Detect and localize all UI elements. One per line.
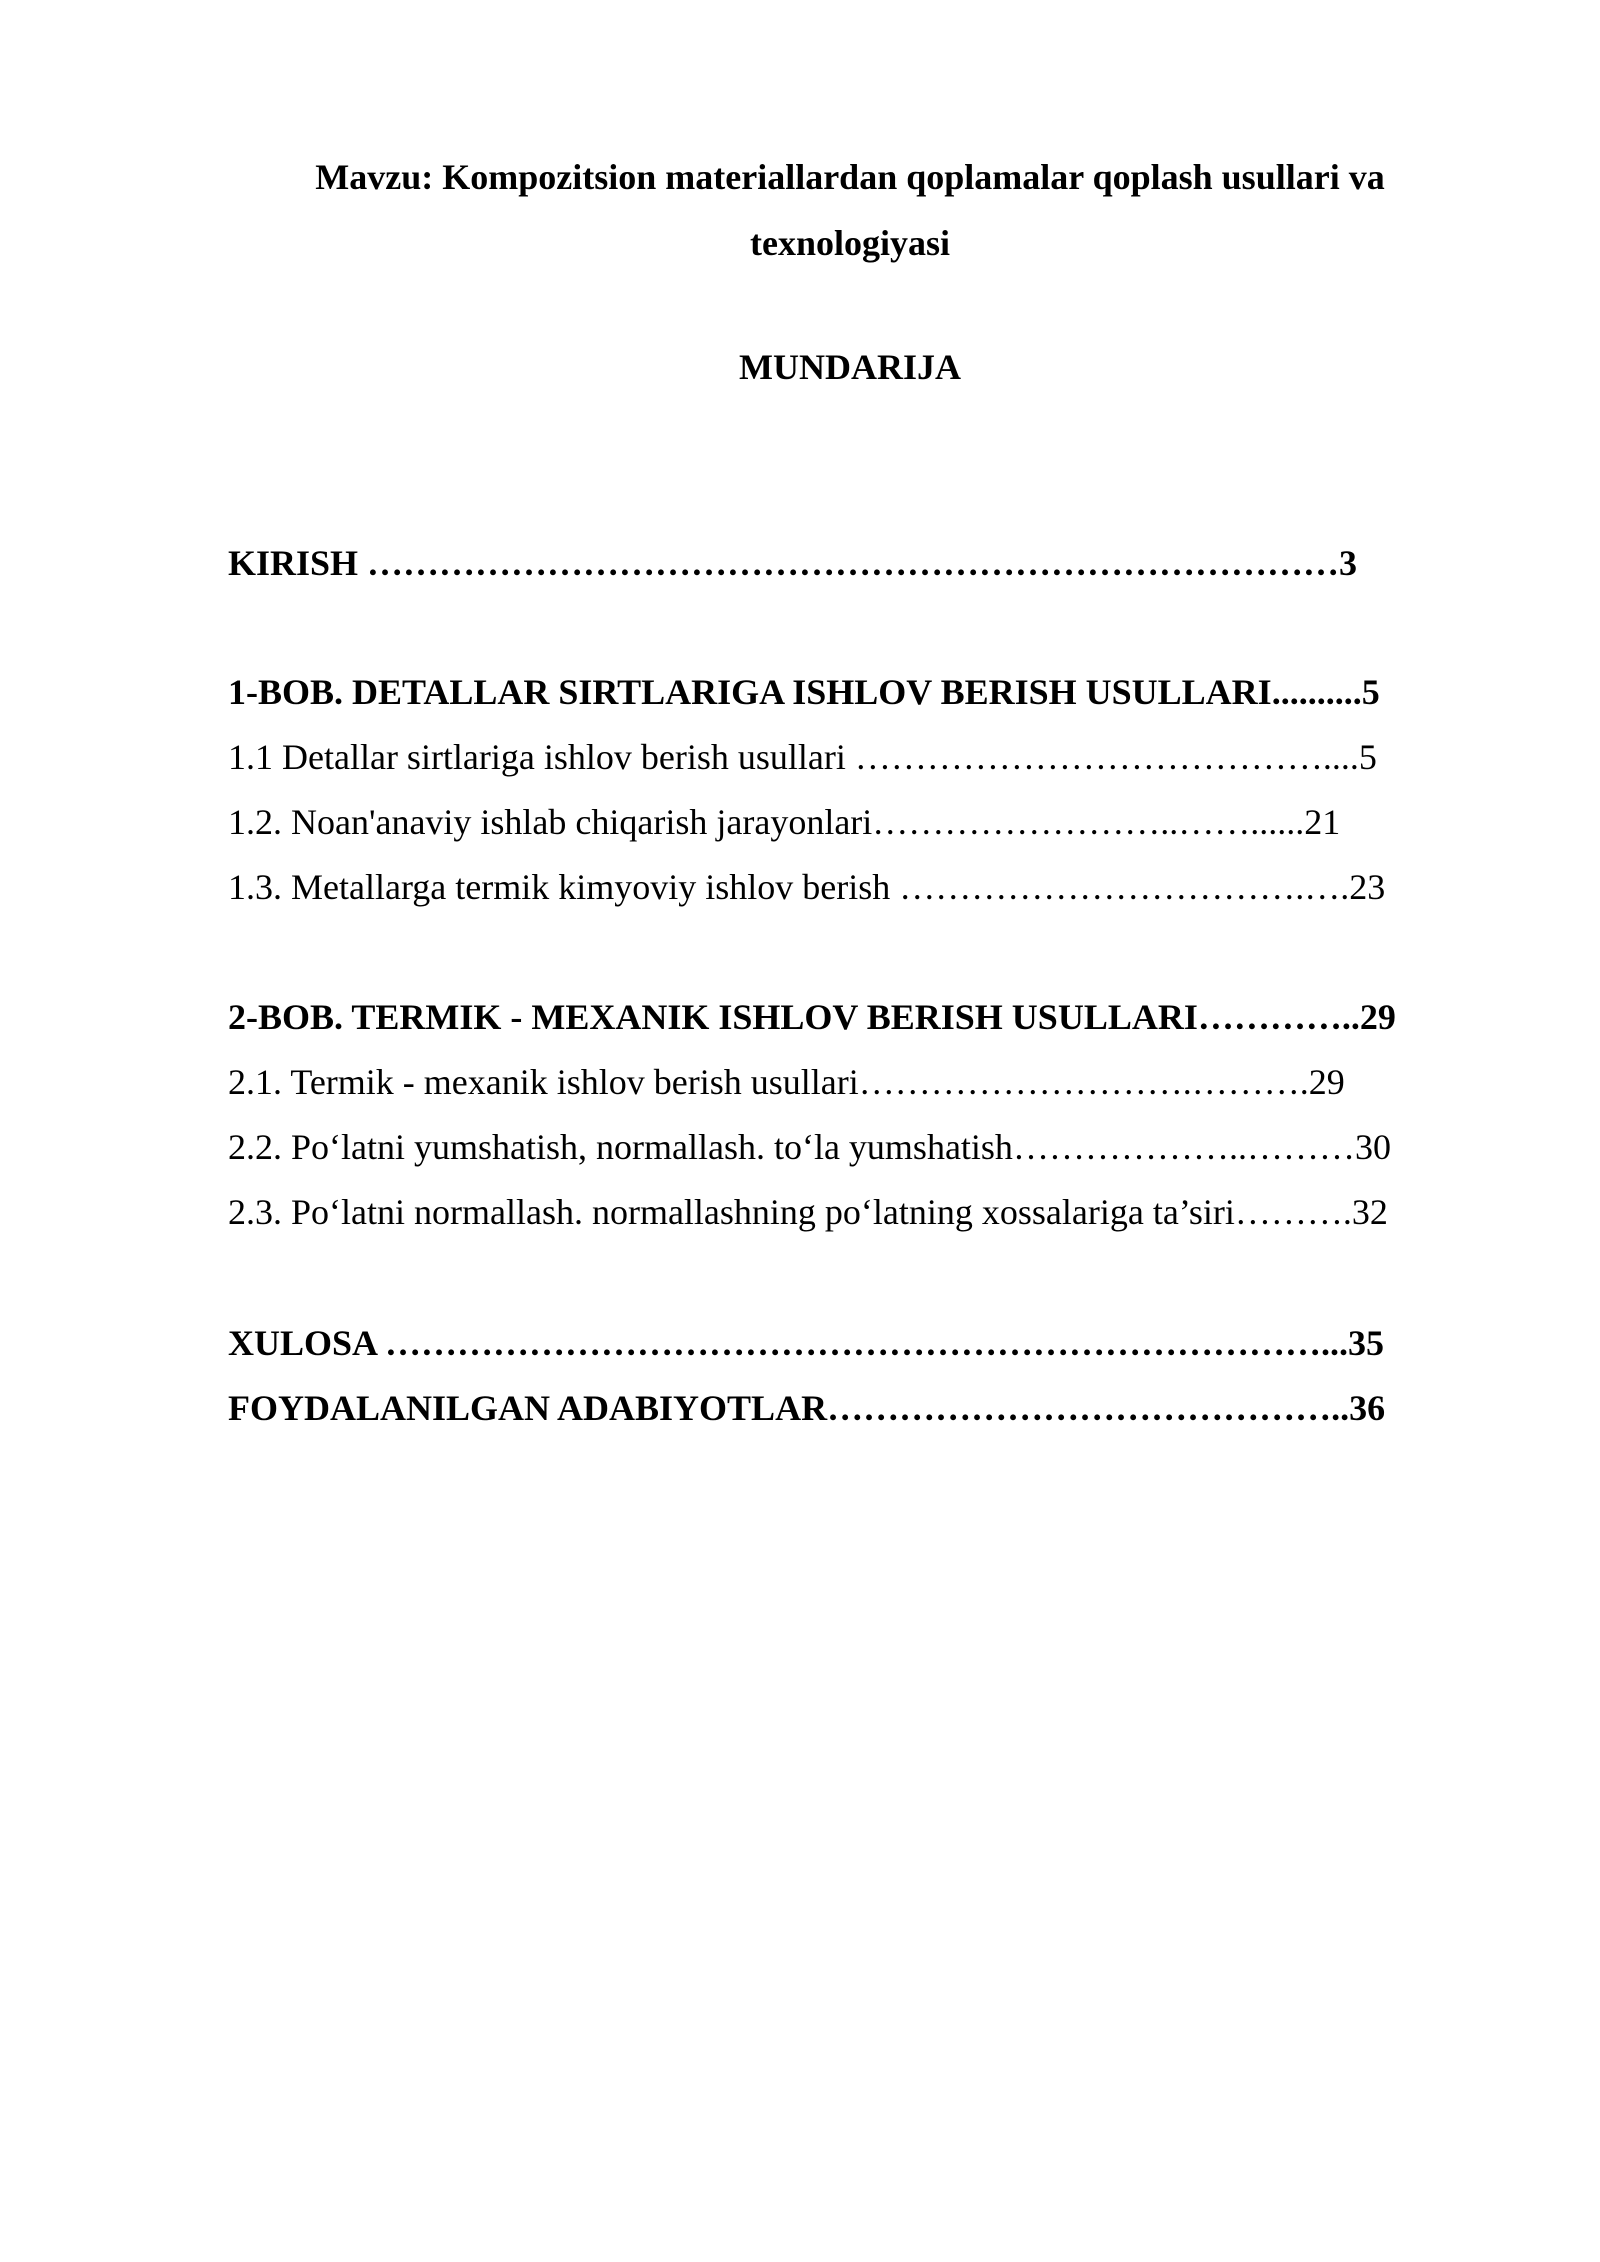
toc-entry-leader: …………………………………….. [827, 1388, 1350, 1428]
toc-entry-section-1-3[interactable] [228, 862, 1385, 912]
toc-entry-section-1-1[interactable] [228, 732, 1377, 782]
toc-entry-text: 2.2. Po‘latni yumshatish, normallash. to‘la yumshatish [228, 1127, 1013, 1167]
toc-entry-leader: ………………..……… [1012, 1127, 1355, 1167]
toc-entry-text: XULOSA [228, 1323, 386, 1363]
toc-entry-chapter-2[interactable] [228, 992, 1396, 1042]
toc-entry-page: 23 [1349, 867, 1386, 907]
toc-entry-page: 5 [1361, 672, 1380, 712]
toc-entry-page: 29 [1308, 1062, 1345, 1102]
toc-entry-page: 21 [1304, 802, 1341, 842]
toc-entry-kirish[interactable] [228, 538, 1357, 588]
toc-entry-leader: ……………………..……...... [872, 802, 1305, 842]
toc-entry-text: 1.3. Metallarga termik kimyoviy ishlov berish [228, 867, 900, 907]
toc-entry-references[interactable] [228, 1383, 1385, 1433]
toc-entry-leader: ………. [1234, 1192, 1352, 1232]
toc-entry-page: 32 [1351, 1192, 1388, 1232]
toc-entry-xulosa[interactable] [228, 1318, 1384, 1368]
toc-entry-page: 5 [1358, 737, 1377, 777]
toc-entry-leader: ……………………….………. [858, 1062, 1309, 1102]
document-title: Mavzu: Kompozitsion materiallardan qoplamalar qoplash usullari va texnologiyasi [315, 157, 1385, 263]
toc-entry-leader: ……………………………………………………………………… [367, 543, 1340, 583]
toc-entry-text: 1.1 Detallar sirtlariga ishlov berish usullari [228, 737, 855, 777]
toc-entry-section-2-3[interactable] [228, 1187, 1388, 1237]
toc-entry-page: 29 [1359, 997, 1396, 1037]
toc-entry-text: 1.2. Noan'anaviy ishlab chiqarish jarayonlari [228, 802, 873, 842]
toc-entry-text: FOYDALANILGAN ADABIYOTLAR [228, 1388, 828, 1428]
toc-entry-text: 1-BOB. DETALLAR SIRTLARIGA ISHLOV BERISH USULLARI [228, 672, 1272, 712]
toc-entry-page: 3 [1339, 543, 1358, 583]
toc-entry-page: 36 [1349, 1388, 1386, 1428]
toc-heading: MUNDARIJA [739, 347, 961, 387]
toc-entry-section-1-2[interactable] [228, 797, 1340, 847]
toc-entry-leader: ……………………………………………………………………... [385, 1323, 1349, 1363]
toc-entry-section-2-1[interactable] [228, 1057, 1345, 1107]
toc-entry-text: KIRISH [228, 543, 368, 583]
toc-entry-section-2-2[interactable] [228, 1122, 1391, 1172]
toc-entry-text: 2.1. Termik - mexanik ishlov berish usullari [228, 1062, 859, 1102]
toc-entry-page: 30 [1354, 1127, 1391, 1167]
toc-entry-page: 35 [1348, 1323, 1385, 1363]
toc-entry-leader: .......... [1271, 672, 1362, 712]
toc-entry-leader: …………………………….…. [899, 867, 1350, 907]
toc-entry-chapter-1[interactable] [228, 667, 1380, 717]
toc-entry-leader: ………….. [1197, 997, 1360, 1037]
toc-entry-text: 2.3. Po‘latni normallash. normallashning po‘latning xossalariga ta’siri [228, 1192, 1235, 1232]
toc-entry-leader: ………………………………….... [854, 737, 1359, 777]
toc-entry-text: 2-BOB. TERMIK - MEXANIK ISHLOV BERISH USULLARI [228, 997, 1198, 1037]
